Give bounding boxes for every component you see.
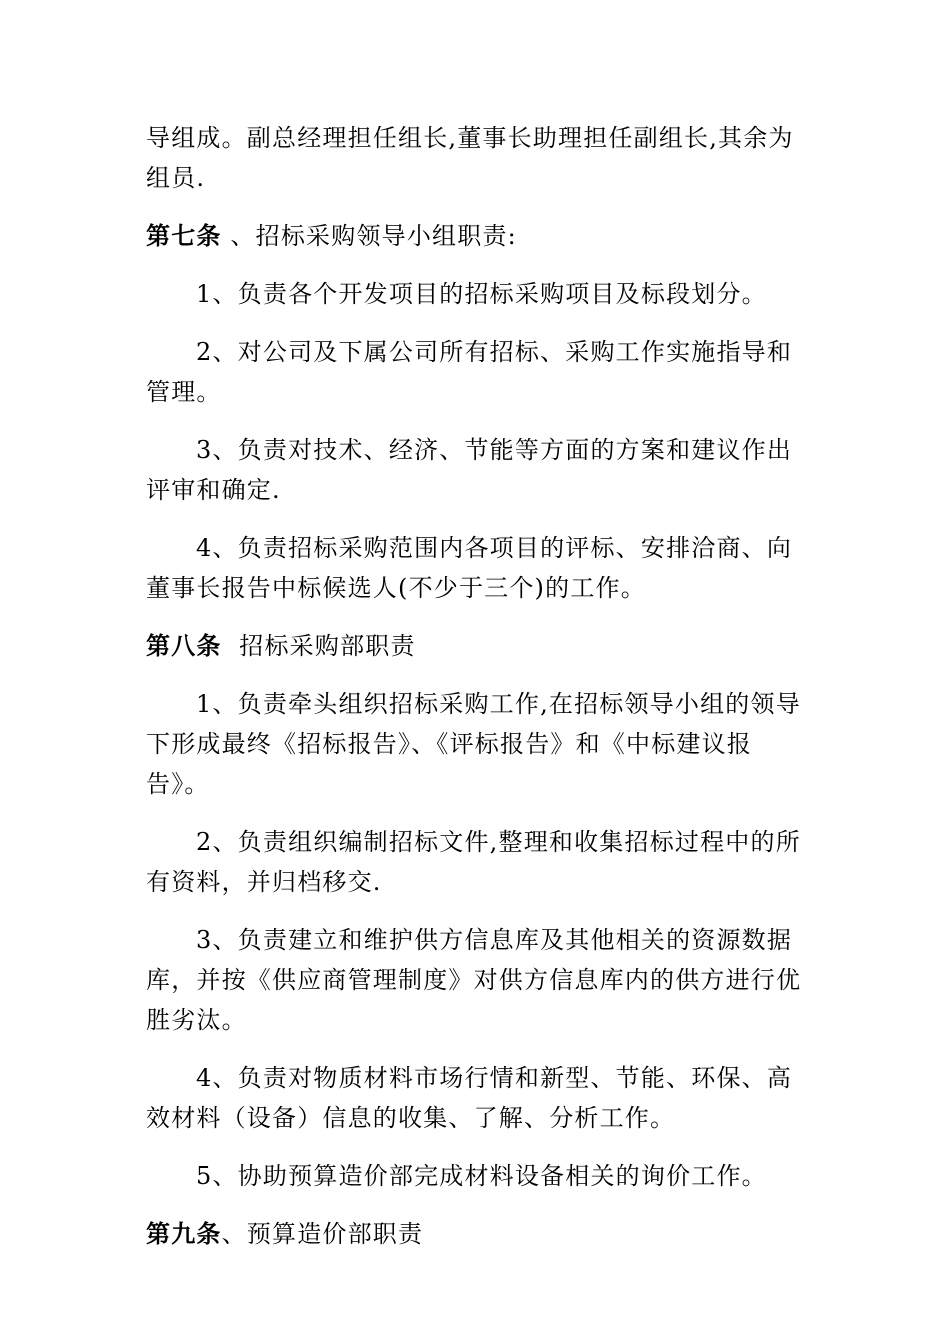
list-item: 2、对公司及下属公司所有招标、采购工作实施指导和管理。	[146, 338, 793, 406]
article-number: 第九条	[146, 1219, 222, 1248]
paragraph-continuation: 导组成。副总经理担任组长,董事长助理担任副组长,其余为组员.	[146, 124, 794, 192]
list-item: 2、负责组织编制招标文件,整理和收集招标过程中的所有资料，并归档移交.	[146, 828, 801, 896]
document-page	[146, 118, 806, 1254]
list-item: 1、负责牵头组织招标采购工作,在招标领导小组的领导下形成最终《招标报告》、《评标报告》和《中标建议报告》。	[146, 690, 801, 798]
article-9-heading	[146, 1214, 806, 1254]
list-item: 4、负责招标采购范围内各项目的评标、安排洽商、向董事长报告中标候选人(不少于三个)的工作。	[146, 534, 793, 602]
article-number: 第八条	[146, 631, 222, 660]
list-item: 4、负责对物质材料市场行情和新型、节能、环保、高效材料（设备）信息的收集、了解、分析工作。	[146, 1064, 793, 1132]
article-7-heading	[146, 216, 806, 256]
list-item: 3、负责建立和维护供方信息库及其他相关的资源数据库，并按《供应商管理制度》对供方信息库内的供方进行优胜劣汰。	[146, 926, 802, 1034]
list-item: 3、负责对技术、经济、节能等方面的方案和建议作出评审和确定.	[146, 436, 793, 504]
article-heading-text: 、预算造价部职责	[221, 1220, 424, 1248]
article-heading-text: 、招标采购领导小组职责:	[221, 222, 517, 250]
article-number: 第七条	[146, 221, 222, 250]
list-item: 1、负责各个开发项目的招标采购项目及标段划分。	[196, 280, 767, 308]
article-heading-text: 招标采购部职责	[221, 632, 416, 660]
list-item: 5、协助预算造价部完成材料设备相关的询价工作。	[196, 1162, 767, 1190]
article-8-heading	[146, 626, 806, 666]
